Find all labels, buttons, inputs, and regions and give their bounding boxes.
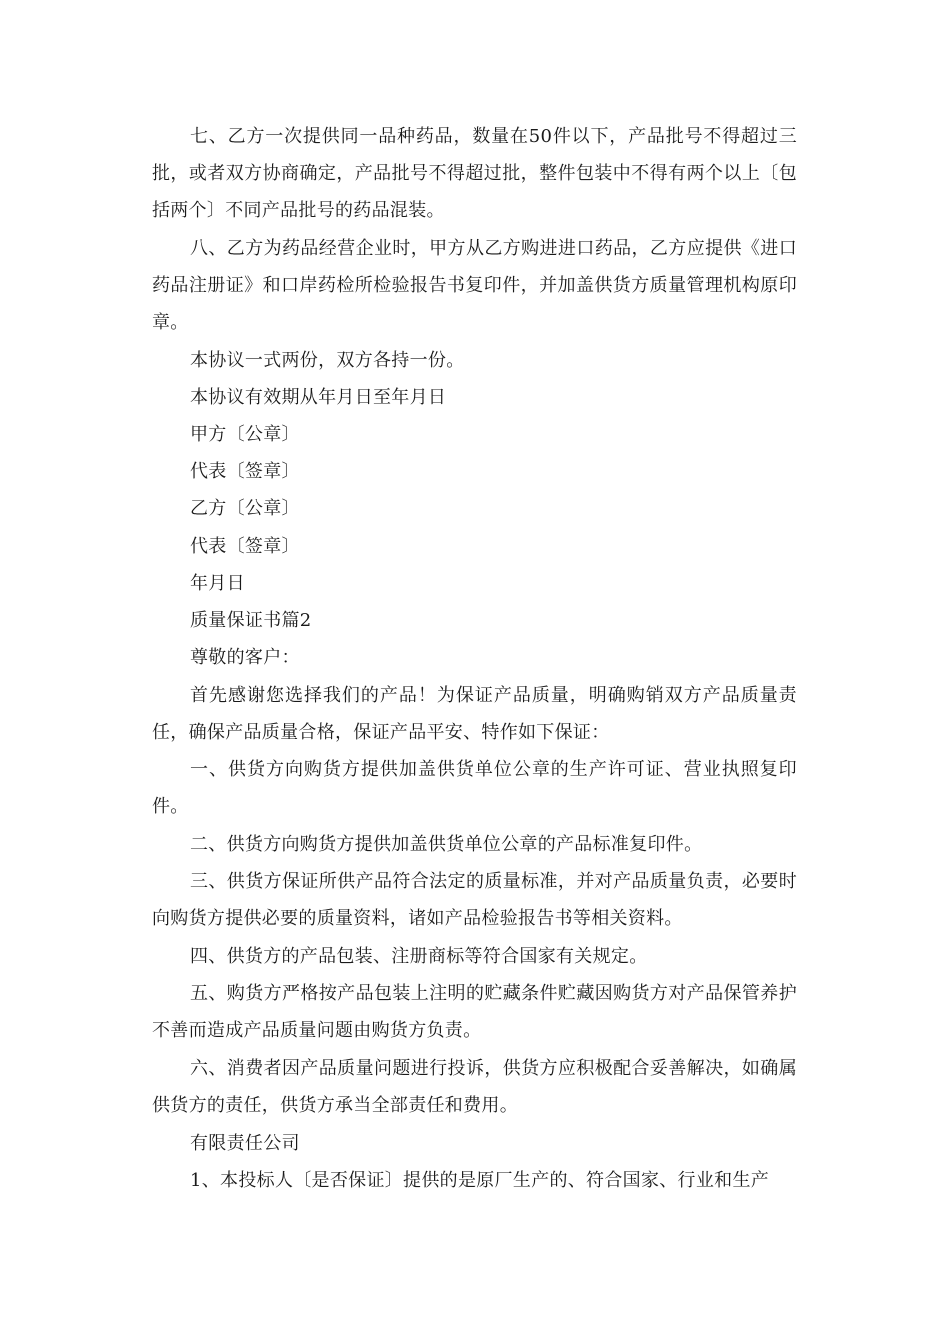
representative-b-signature: 代表〔签章〕 [190, 536, 300, 557]
guarantee-four: 四、供货方的产品包装、注册商标等符合国家有关规定。 [190, 946, 648, 967]
section-heading: 质量保证书篇2 [190, 610, 312, 631]
clause-seven: 七、乙方一次提供同一品种药品，数量在50件以下，产品批号不得超过三批，或者双方协商确定，产品批号不得超过批，整件包装中不得有两个以上〔包括两个〕不同产品批号的药品混装。 [152, 126, 797, 222]
party-b-seal: 乙方〔公章〕 [190, 498, 300, 519]
company-name: 有限责任公司 [190, 1133, 300, 1154]
date-line: 年月日 [190, 573, 245, 594]
guarantee-five: 五、购货方严格按产品包装上注明的贮藏条件贮藏因购货方对产品保管养护不善而造成产品质量问题由购货方负责。 [152, 983, 797, 1042]
copies-statement: 本协议一式两份，双方各持一份。 [190, 350, 465, 371]
guarantee-three: 三、供货方保证所供产品符合法定的质量标准，并对产品质量负责，必要时向购货方提供必要的质量资料，诸如产品检验报告书等相关资料。 [152, 871, 797, 930]
intro-paragraph: 首先感谢您选择我们的产品！为保证产品质量，明确购销双方产品质量责任，确保产品质量合格，保证产品平安、特作如下保证： [152, 685, 797, 744]
guarantee-six: 六、消费者因产品质量问题进行投诉，供货方应积极配合妥善解决，如确属供货方的责任，供货方承当全部责任和费用。 [152, 1058, 797, 1117]
salutation: 尊敬的客户： [190, 647, 300, 668]
guarantee-one: 一、供货方向购货方提供加盖供货单位公章的生产许可证、营业执照复印件。 [152, 759, 797, 818]
bidder-statement: 1、本投标人〔是否保证〕提供的是原厂生产的、符合国家、行业和生产 [190, 1170, 770, 1191]
guarantee-two: 二、供货方向购货方提供加盖供货单位公章的产品标准复印件。 [190, 834, 703, 855]
validity-period: 本协议有效期从年月日至年月日 [190, 387, 447, 408]
representative-a-signature: 代表〔签章〕 [190, 461, 300, 482]
clause-eight: 八、乙方为药品经营企业时，甲方从乙方购进进口药品，乙方应提供《进口药品注册证》和口岸药检所检验报告书复印件，并加盖供货方质量管理机构原印章。 [152, 238, 797, 334]
party-a-seal: 甲方〔公章〕 [190, 424, 300, 445]
